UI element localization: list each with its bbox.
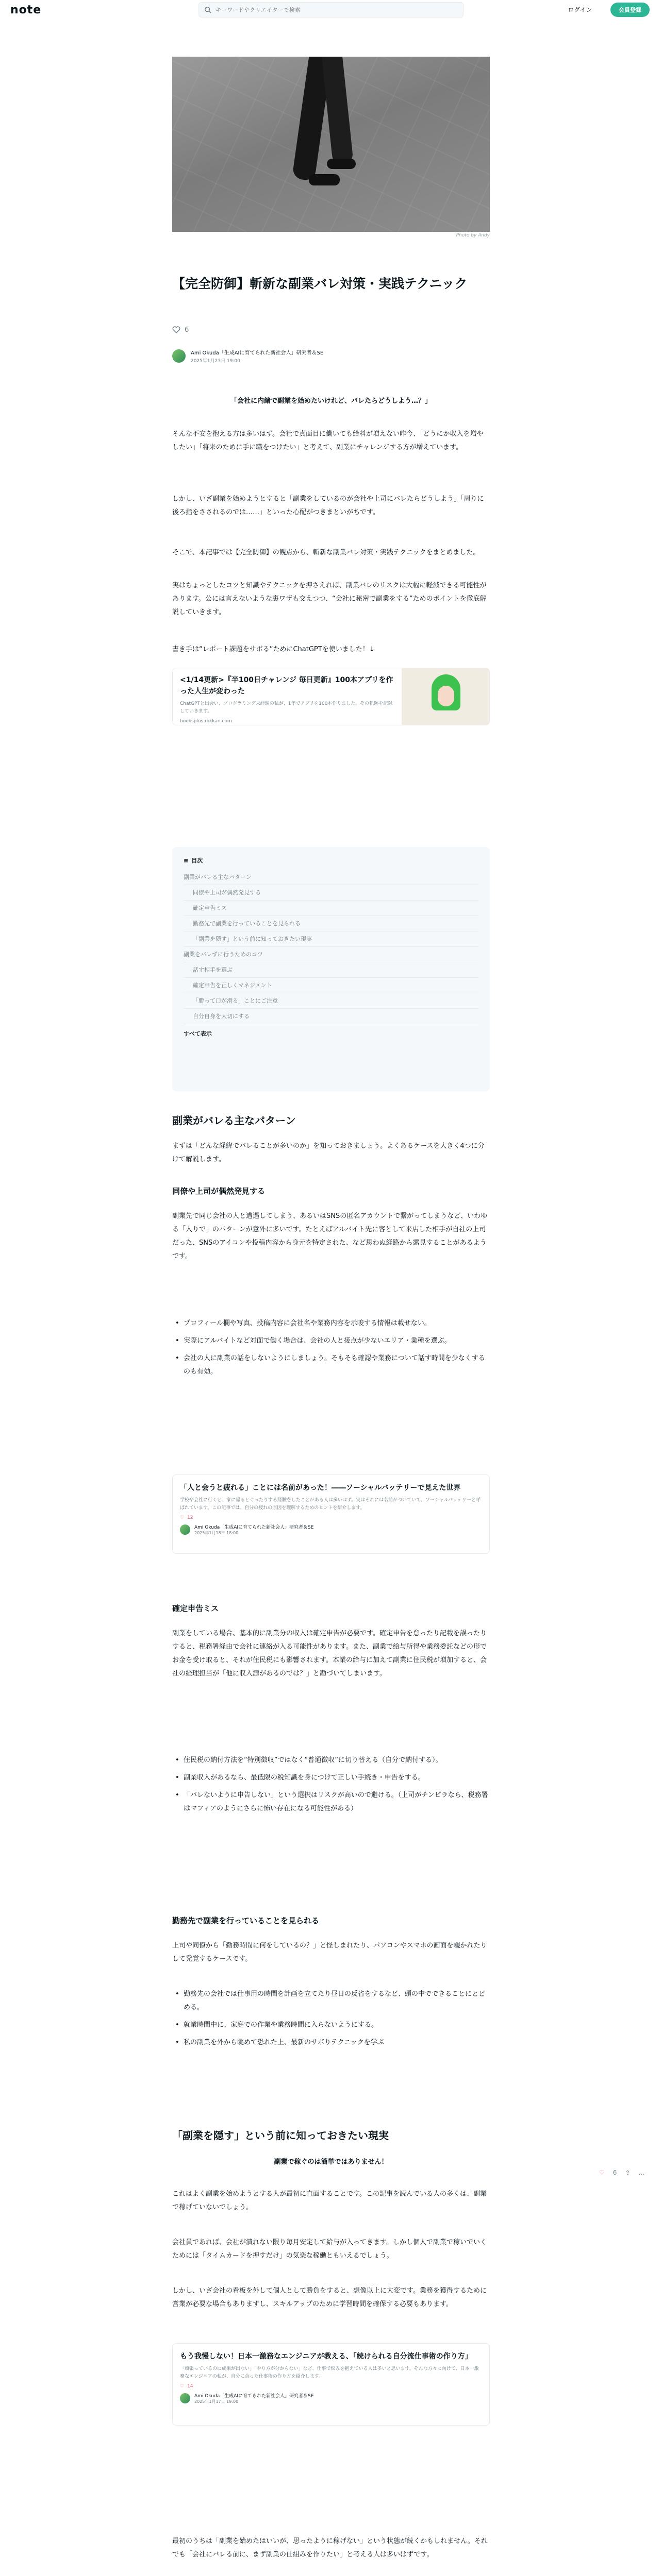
float-like-count: 6 [613,2169,617,2176]
subsection-heading: 確定申告ミス [172,1604,219,1613]
embed-source: booksplus.rokkan.com [180,719,232,724]
embed-like-count: 14 [187,2384,193,2389]
hero-image [172,57,490,232]
lead-quote: 「会社に内緒で副業を始めたいけれど、バレたらどうしよう…？」 [230,397,432,405]
heart-icon[interactable]: ♡ [599,2169,605,2176]
avatar[interactable] [172,349,186,363]
paragraph: 上司や同僚から「勤務時間に何をしているの？」と怪しまれたり、パソコンやスマホの画面を覗かれたりして発覚するケースです。 [172,1942,487,1963]
toc-item[interactable]: 話す相手を選ぶ [184,962,478,978]
author-name[interactable]: Ami Okuda「生成AIに育てられた新社会人」研究者＆SE [191,350,324,356]
embed-date: 2025年1月18日 18:00 [194,1531,239,1535]
toc-item[interactable]: 「勝って口が滑る」ことにご注意 [184,993,478,1009]
embed-date: 2025年1月17日 19:00 [194,2399,239,2404]
photo-credit: Photo by Andy [456,233,490,238]
paragraph: 会社員であれば、会社が潰れない限り毎月安定して給与が入ってきます。しかし個人で副業で稼いでいくためには「タイムカードを押すだけ」の気楽な稼働ともいえるでしょう。 [172,2239,487,2260]
paragraph: そこで、本記事では【完全防御】の観点から、斬新な副業バレ対策・実践テクニックをまとめました。 [172,549,480,556]
note-logo[interactable]: note [10,3,42,16]
floating-actions [599,2169,644,2176]
author-block[interactable] [172,348,323,364]
list-item: • 私の副業を外から眺めて恐れた上、最新のサボりテクニックを学ぶ [172,2036,490,2049]
toc-item[interactable]: 「副業を隠す」という前に知っておきたい現実 [184,931,478,947]
paragraph: 書き手は“レポート課題をサボる”ためにChatGPTを使いました！↓ [172,646,375,653]
paragraph: まずは「どんな経緯でバレることが多いのか」を知っておきましょう。よくあるケースを大きく4つに分けて解説します。 [172,1142,485,1163]
list-item: • 実際にアルバイトなど対面で働く場合は、会社の人と接点が少ないエリア・業種を選ぶ。 [172,1334,490,1348]
list-item: • 副業収入があるなら、最低限の税知識を身につけて正しい手続き・申告をする。 [172,1771,490,1785]
section-heading: 副業がバレる主なパターン [172,1114,296,1127]
embed-like-count: 12 [187,1515,193,1520]
paragraph: しかし、いざ会社の看板を外して個人として勝負をすると、想像以上に大変です。業務を獲得するために営業が必要な場合もありますし、スキルアップのために学習時間を確保する必要もあります。 [172,2287,487,2308]
bullet-list [172,1754,490,1820]
bullet-list [172,1988,490,2054]
list-item: • 就業時間中に、家庭での作業や業務時間に入らないようにする。 [172,2019,490,2032]
embed-card[interactable] [172,1475,490,1554]
heart-icon[interactable] [172,326,180,334]
heart-icon: ♡ [180,2384,185,2389]
toc-show-all[interactable]: すべて表示 [184,1030,212,1037]
paragraph: 副業先で同じ会社の人と遭遇してしまう、あるいはSNSの匿名アカウントで繋がってしまうなど、いわゆる「入りで」のパターンが意外に多いです。たとえばアルバイト先に客として来店した相手が自社の上司だった、SNSのアイコンや投稿内容から身元を特定された、など思わぬ経路から露見することがあるようです。 [172,1212,488,1260]
embed-card[interactable] [172,2343,490,2426]
share-icon[interactable]: ⇪ [625,2169,631,2176]
paragraph: これはよく副業を始めようとする人が最初に直面することです。この記事を読んでいる人の多くは、副業で稼げていないでしょう。 [172,2190,487,2211]
paragraph: しかし、いざ副業を始めようとすると「副業をしているのが会社や上司にバレたらどうしよう」「周りに後ろ指をさされるのでは……」といった心配がつきまといがちです。 [172,495,484,516]
toc-header[interactable]: ≡ 目次 [184,857,203,864]
embed-author: Ami Okuda「生成AIに育てられた新社会人」研究者＆SE [194,2394,314,2399]
toc-item[interactable]: 確定申告ミス [184,901,478,916]
embed-description: 「頑張っているのに成果が出ない」「やり方が分からない」など、仕事で悩みを抱えている人は多いと思います。そんな方々に向けて、日本一激務なエンジニアの私が、自分に合った仕事術の作り方を紹介します。 [180,2366,479,2379]
toc-item[interactable]: 副業がバレる主なパターン [184,870,478,885]
section-heading: 「副業を隠す」という前に知っておきたい現実 [172,2129,389,2142]
list-item: • 勤務先の会社では仕事用の時間を計画を立てたり昼日の反省をするなど、頭の中でできることにとどめる。 [172,1988,490,2014]
subsection-heading: 勤務先で副業を行っていることを見られる [172,1916,320,1925]
article-title: 【完全防御】斬新な副業バレ対策・実践テクニック [172,276,468,291]
embed-description: ChatGPTと出会い、プログラミング未経験の私が、1年でアプリを100本作りました。その軌跡を記録していきます。 [180,701,393,714]
toc-item[interactable]: 副業をバレずに行うためのコツ [184,947,478,962]
toc-item[interactable]: 同僚や上司が偶然発見する [184,885,478,901]
login-link[interactable]: ログイン [568,6,592,13]
embed-description: 学校や会社に行くと、家に帰るとぐったりする経験をしたことがある人は多いはず。実はそれには名前がついていて、ソーシャルバッテリーと呼ばれています。この記事では、自分の疲れの原因を理解するためのヒントを紹介します。 [180,1498,481,1511]
avatar [180,2393,190,2403]
paragraph: そんな不安を抱える方は多いはず。会社で真面目に働いても給料が増えない昨今、「どうにか収入を増やしたい」「将来のために手に職をつけたい」と考えて、副業にチャレンジする方が増えています。 [172,430,484,451]
list-item: • 会社の人に副業の話をしないようにしましょう。そもそも確認や業務について話す時間を少なくするのも有効。 [172,1352,490,1379]
paragraph: 実はちょっとしたコツと知識やテクニックを押さえれば、副業バレのリスクは大幅に軽減できる可能性があります。公には言えないような裏ワザも交えつつ、“会社に秘密で副業をする”ためのポイントを徹底解説していきます。 [172,582,487,616]
search-input[interactable] [216,7,453,13]
search-box[interactable] [198,2,464,18]
toc-item[interactable]: 確定申告を正しくマネジメント [184,978,478,993]
list-icon: ≡ [184,857,189,864]
list-item: • 住民税の納付方法を“特別徴収”ではなく“普通徴収”に切り替える（自分で納付する）。 [172,1754,490,1767]
list-item: • プロフィール欄や写真、投稿内容に会社名や業務内容を示唆する情報は載せない。 [172,1317,490,1330]
subtitle: 副業で稼ぐのは簡単ではありません！ [274,2158,388,2166]
embed-title[interactable]: 「人と会うと疲れる」ことには名前があった！――ソーシャルバッテリーで見えた世界 [180,1484,461,1492]
avatar [180,1524,190,1535]
toc-item[interactable]: 勤務先で副業を行っていることを見られる [184,916,478,931]
embed-card[interactable] [172,668,490,725]
like-row [172,326,189,334]
like-count: 6 [185,326,189,334]
heart-icon: ♡ [180,1515,185,1520]
toc-item[interactable]: 自分自身を大切にする [184,1009,478,1024]
embed-author: Ami Okuda「生成AIに育てられた新社会人」研究者＆SE [194,1525,314,1530]
more-icon[interactable]: … [638,2169,645,2176]
publish-date: 2025年1月23日 19:00 [191,359,240,364]
list-item: • 「バレないように申告しない」という選択はリスクが高いので避ける。（上司がチンピラなら、税務署はマフィアのようにさらに怖い存在になる可能性がある） [172,1789,490,1816]
embed-title[interactable]: もう我慢しない！日本一激務なエンジニアが教える、「続けられる自分流仕事術の作り方」 [180,2352,472,2361]
table-of-contents [172,847,490,1091]
embed-title[interactable]: <1/14更新>『半100日チャレンジ 毎日更新』100本アプリを作った人生が変わった [180,676,393,696]
paragraph: 最初のうちは「副業を始めたはいいが、思ったように稼げない」という状態が続くかもしれません。それでも「会社にバレる前に、まず副業の仕組みを作りたい」と考える人は多いはずです。 [172,2537,488,2558]
subsection-heading: 同僚や上司が偶然発見する [172,1187,266,1196]
search-icon [204,6,211,13]
signup-button[interactable]: 会員登録 [610,3,650,17]
embed-thumbnail [402,668,489,725]
bullet-list [172,1317,490,1383]
paragraph: 副業をしている場合、基本的に副業分の収入は確定申告が必要です。確定申告を怠ったり記載を誤ったりすると、税務署経由で会社に連絡が入る可能性があります。また、副業で給与所得や業務委託などの形でお金を受け取ると、それが住民税にも影響されます。本業の給与に加えて副業に住民税が増加すると、会社の経理担当が「他に収入源があるのでは？」と勘づいてしまいます。 [172,1630,487,1677]
